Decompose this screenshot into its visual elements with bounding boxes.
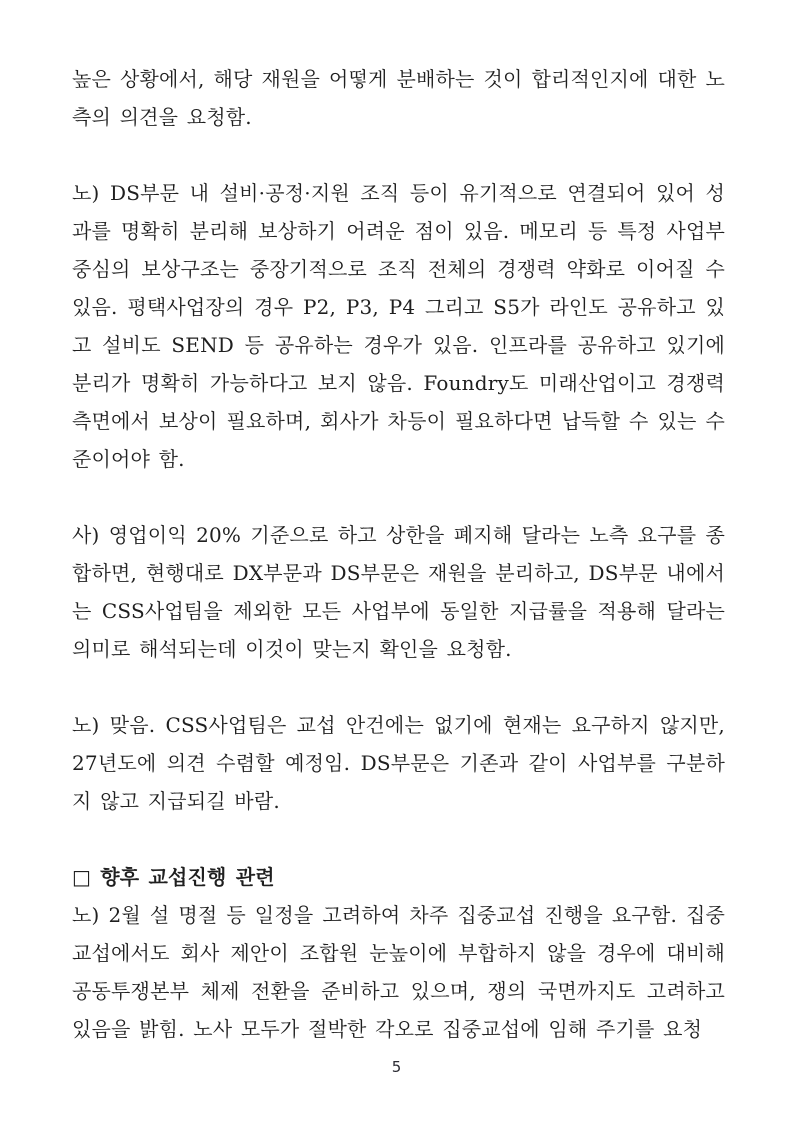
paragraph-union-negotiation-schedule: 노) 2월 설 명절 등 일정을 고려하여 차주 집중교섭 진행을 요구함. 집중교섭에서도 회사 제안이 조합원 눈높이에 부합하지 않을 경우에 대비해 공동투쟁본부 체제 전환을 준비하고 있으며, 쟁의 국면까지도 고려하고 있음을 밝힘. 노사 모두가 절박한 각오로 집중교섭에 임해 주기를 요청 — [72, 903, 725, 1041]
paragraph-fund-allocation-continued: 높은 상황에서, 해당 재원을 어떻게 분배하는 것이 합리적인지에 대한 노측의 의견을 요청함. — [72, 67, 725, 129]
page-number: 5 — [391, 1058, 402, 1076]
paragraph-union-ds-division-opinion: 노) DS부문 내 설비·공정·지원 조직 등이 유기적으로 연결되어 있어 성과를 명확히 분리해 보상하기 어려운 점이 있음. 메모리 등 특정 사업부 중심의 보상구조는 중장기적으로 조직 전체의 경쟁력 약화로 이어질 수 있음. 평택사업장의 경우 P2, P3, P4 그리고 S5가 라인도 공유하고 있고 설비도 SEND 등 공유하는 경우가 있음. 인프라를 공유하고 있기에 분리가 명확히 가능하다고 보지 않음. Foundry도 미래산업이고 경쟁력 측면에서 보상이 필요하며, 회사가 차등이 필요하다면 납득할 수 있는 수준이어야 함. — [72, 181, 725, 471]
paragraph-company-confirmation-request: 사) 영업이익 20% 기준으로 하고 상한을 폐지해 달라는 노측 요구를 종합하면, 현행대로 DX부문과 DS부문은 재원을 분리하고, DS부문 내에서는 CSS사업팀을 제외한 모든 사업부에 동일한 지급률을 적용해 달라는 의미로 해석되는데 이것이 맞는지 확인을 요청함. — [72, 523, 725, 661]
section-heading-future-negotiation: □ 향후 교섭진행 관련 — [72, 865, 275, 889]
page-footer — [0, 1057, 793, 1076]
paragraph-union-answer: 노) 맞음. CSS사업팀은 교섭 안건에는 없기에 현재는 요구하지 않지만, 27년도에 의견 수렴할 예정임. DS부문은 기존과 같이 사업부를 구분하지 않고 지급되길 바람. — [72, 713, 725, 813]
document-body — [72, 60, 725, 1048]
